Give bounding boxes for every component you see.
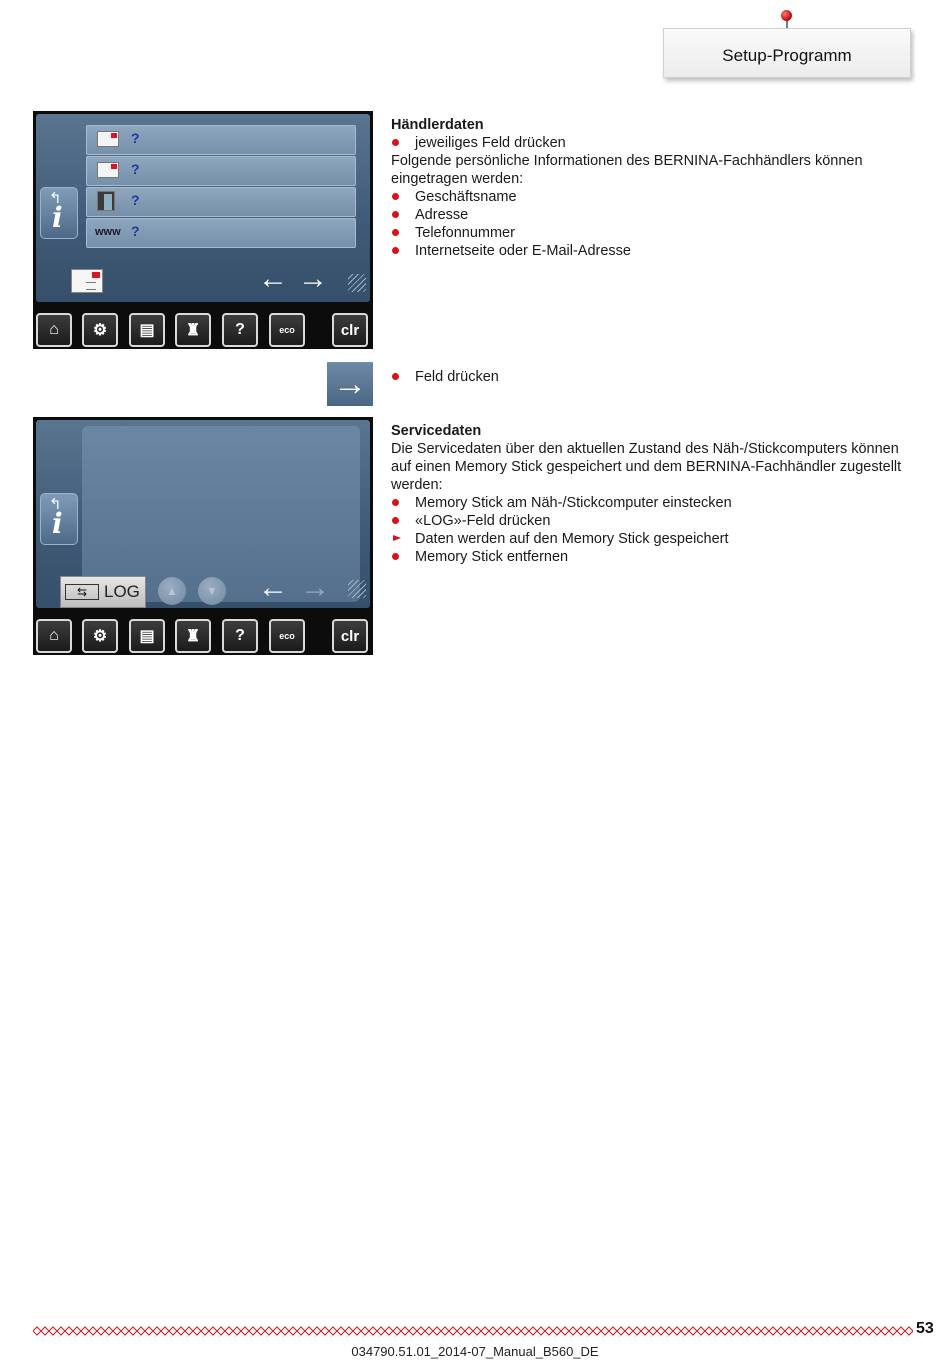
- info-back-button[interactable]: [40, 187, 78, 239]
- phone-icon: [97, 191, 115, 211]
- log-label: LOG: [104, 582, 140, 601]
- envelope-button[interactable]: [71, 269, 103, 293]
- field-value: ?: [131, 130, 140, 146]
- info-icon: i: [52, 201, 63, 234]
- phone-field[interactable]: [86, 187, 356, 217]
- chapter-tab: [663, 28, 911, 78]
- info-back-button[interactable]: [40, 493, 78, 545]
- screen-dealer-data: [33, 111, 373, 349]
- letter-icon: [97, 162, 119, 178]
- list-item: Geschäftsname: [391, 188, 921, 206]
- advisor-button[interactable]: [175, 313, 211, 347]
- address-field[interactable]: [86, 156, 356, 186]
- instruction-step: «LOG»-Feld drücken: [391, 512, 921, 530]
- return-arrow-icon: ↰: [49, 190, 62, 207]
- clr-label: clr: [340, 321, 360, 339]
- field-value: ?: [131, 192, 140, 208]
- section-title: Servicedaten: [391, 423, 482, 439]
- scroll-down-button[interactable]: [198, 577, 226, 605]
- eco-button[interactable]: [269, 619, 305, 653]
- section-intro: Die Servicedaten über den aktuellen Zustand des Näh-/Stickcomputers können auf einen Memory Stick gespeichert und dem BERNINA-Fachhändler zugestellt werden:: [391, 441, 902, 493]
- business-name-field[interactable]: [86, 125, 356, 155]
- arrow-left-icon[interactable]: ←: [258, 571, 288, 604]
- page-number: 53: [916, 1320, 934, 1337]
- arrow-right-icon: →: [300, 571, 330, 604]
- instruction-step: Memory Stick entfernen: [391, 548, 921, 566]
- eco-icon: eco: [279, 325, 295, 335]
- website-field[interactable]: [86, 218, 356, 248]
- instruction-step: Memory Stick am Näh-/Stickcomputer einstecken: [391, 494, 921, 512]
- dealer-data-section: [391, 116, 921, 260]
- home-button[interactable]: [36, 313, 72, 347]
- gear-icon: ⚙: [92, 322, 108, 339]
- return-arrow-icon: ↰: [49, 496, 62, 513]
- field-value: ?: [131, 161, 140, 177]
- next-arrow-button[interactable]: [327, 362, 373, 406]
- section-intro: Folgende persönliche Informationen des BERNINA-Fachhändlers können eingetragen werden:: [391, 153, 863, 187]
- resize-grip-icon: [348, 274, 366, 292]
- display-panel: [36, 114, 370, 302]
- display-panel: [36, 420, 370, 608]
- www-icon: www: [95, 226, 121, 238]
- setup-button[interactable]: [82, 313, 118, 347]
- usb-icon: ⇆: [65, 584, 99, 600]
- book-icon: ▤: [139, 322, 155, 339]
- tutorial-button[interactable]: [129, 313, 165, 347]
- letter-icon: [97, 131, 119, 147]
- service-data-section: [391, 422, 921, 566]
- arrow-left-icon[interactable]: ←: [258, 262, 288, 295]
- arrow-right-icon[interactable]: →: [298, 262, 328, 295]
- bottom-toolbar: [33, 617, 373, 655]
- clr-button[interactable]: [332, 619, 368, 653]
- arrow-step: [391, 368, 921, 386]
- pin-icon: [781, 10, 792, 21]
- eco-button[interactable]: [269, 313, 305, 347]
- log-button[interactable]: [60, 576, 146, 608]
- screen-service-data: [33, 417, 373, 655]
- document-code: 034790.51.01_2014-07_Manual_B560_DE: [351, 1344, 599, 1359]
- instruction-step: jeweiliges Feld drücken: [391, 134, 921, 152]
- info-icon: i: [52, 507, 63, 540]
- clr-button[interactable]: [332, 313, 368, 347]
- gear-icon: ⚙: [92, 628, 108, 645]
- chapter-title: Setup-Programm: [722, 46, 852, 65]
- stitch-border: [33, 1325, 913, 1337]
- help-icon: ?: [235, 321, 245, 338]
- help-icon: ?: [235, 627, 245, 644]
- list-item: Internetseite oder E-Mail-Adresse: [391, 242, 921, 260]
- resize-grip-icon: [348, 580, 366, 598]
- dress-form-icon: ♜: [185, 628, 201, 645]
- instruction-step: Feld drücken: [391, 368, 921, 386]
- dress-form-icon: ♜: [185, 322, 201, 339]
- scroll-up-button[interactable]: [158, 577, 186, 605]
- clr-label: clr: [340, 627, 360, 645]
- home-button[interactable]: [36, 619, 72, 653]
- result-step: Daten werden auf den Memory Stick gespeichert: [391, 530, 921, 548]
- list-item: Adresse: [391, 206, 921, 224]
- setup-button[interactable]: [82, 619, 118, 653]
- section-title: Händlerdaten: [391, 117, 484, 133]
- advisor-button[interactable]: [175, 619, 211, 653]
- list-item: Telefonnummer: [391, 224, 921, 242]
- book-icon: ▤: [139, 628, 155, 645]
- home-icon: ⌂: [49, 321, 59, 338]
- arrow-right-icon: →: [333, 364, 367, 403]
- help-button[interactable]: [222, 619, 258, 653]
- help-button[interactable]: [222, 313, 258, 347]
- chevron-down-icon: ▼: [206, 584, 218, 598]
- chevron-up-icon: ▲: [166, 584, 178, 598]
- tutorial-button[interactable]: [129, 619, 165, 653]
- home-icon: ⌂: [49, 627, 59, 644]
- eco-icon: eco: [279, 631, 295, 641]
- field-value: ?: [131, 223, 140, 239]
- bottom-toolbar: [33, 311, 373, 349]
